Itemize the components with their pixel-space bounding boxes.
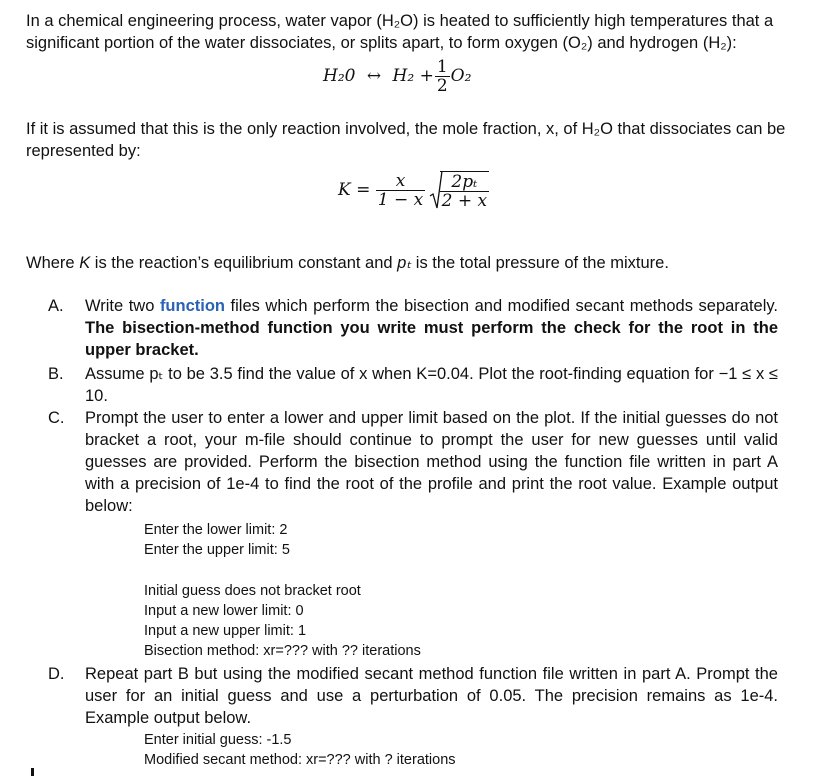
item-c-body: Prompt the user to enter a lower and upper limit based on the plot. If the initial guesses do not bracket a root, your m-file should continue to prompt the user for new guesses until valid guesses are provided. Perform the bisection method using the function file written in part A with a precision of 1e-4 to find the root of the profile and print the root value. Example output below: bbox=[85, 409, 778, 515]
item-a-text-1: Write two bbox=[85, 297, 160, 315]
root-numerator: 2pₜ bbox=[451, 171, 478, 192]
output-line: Enter the lower limit: 2 bbox=[144, 522, 288, 538]
reaction-oxygen: O₂ bbox=[450, 66, 472, 86]
item-a-bold-requirement: The bisection-method function you write must perform the check for the root in the upper bracket. bbox=[85, 319, 778, 359]
pt-symbol: pₜ bbox=[397, 254, 412, 272]
k-symbol: K bbox=[79, 254, 91, 272]
reaction-right: H₂ + bbox=[392, 66, 434, 86]
item-a-body bbox=[85, 295, 778, 361]
function-keyword: function bbox=[159, 297, 226, 315]
reaction-arrow: ↔ bbox=[366, 66, 382, 86]
definitions-paragraph bbox=[26, 252, 786, 274]
list-item-b bbox=[48, 363, 778, 407]
cut-off-bullet bbox=[31, 768, 34, 776]
root-denominator: 2 + x bbox=[441, 190, 488, 211]
root-fraction bbox=[440, 171, 489, 210]
item-letter: A. bbox=[48, 297, 64, 315]
x-fraction bbox=[376, 172, 425, 209]
output-line: Input a new upper limit: 1 bbox=[144, 623, 307, 639]
item-letter: B. bbox=[48, 365, 64, 383]
item-letter: D. bbox=[48, 665, 65, 683]
half-fraction bbox=[435, 58, 450, 95]
list-item-a bbox=[48, 295, 778, 361]
reaction-left: H₂0 bbox=[323, 66, 356, 86]
equilibrium-equation bbox=[338, 170, 489, 210]
half-denominator: 2 bbox=[436, 76, 448, 96]
output-line: Input a new lower limit: 0 bbox=[144, 603, 304, 619]
list-item-d bbox=[48, 663, 778, 729]
output-line: Modified secant method: xr=??? with ? iterations bbox=[144, 752, 456, 768]
reaction-equation bbox=[323, 58, 471, 95]
mole-fraction-paragraph: If it is assumed that this is the only reaction involved, the mole fraction, x, of H₂O that dissociates can be represented by: bbox=[26, 120, 786, 160]
output-line: Initial guess does not bracket root bbox=[144, 583, 361, 599]
item-b-body: Assume pₜ to be 3.5 find the value of x when K=0.04. Plot the root-finding equation for −1 ≤ x ≤ 10. bbox=[85, 365, 778, 405]
definitions-text-2: is the reaction’s equilibrium constant and bbox=[90, 254, 398, 272]
list-item-c bbox=[48, 407, 778, 517]
output-line: Enter the upper limit: 5 bbox=[144, 542, 290, 558]
x-numerator: x bbox=[395, 170, 406, 191]
x-denominator: 1 − x bbox=[377, 189, 424, 210]
k-label: K = bbox=[338, 180, 371, 200]
definitions-text-3: is the total pressure of the mixture. bbox=[411, 254, 669, 272]
output-line: Enter initial guess: -1.5 bbox=[144, 732, 292, 748]
item-d-body: Repeat part B but using the modified secant method function file written in part A. Prompt the user for an initial guess and use a perturbation of 0.05. The precision remains as 1e-4. Example output below. bbox=[85, 665, 778, 727]
item-a-text-2: files which perform the bisection and modified secant methods separately. bbox=[225, 297, 779, 315]
item-letter: C. bbox=[48, 409, 65, 427]
intro-paragraph: In a chemical engineering process, water vapor (H₂O) is heated to sufficiently high temperatures that a significant portion of the water dissociates, or splits apart, to form oxygen (O₂) and hydrogen (H₂): bbox=[26, 12, 774, 52]
definitions-text-1: Where bbox=[26, 254, 80, 272]
output-line: Bisection method: xr=??? with ?? iterations bbox=[144, 643, 421, 659]
half-numerator: 1 bbox=[436, 57, 448, 77]
